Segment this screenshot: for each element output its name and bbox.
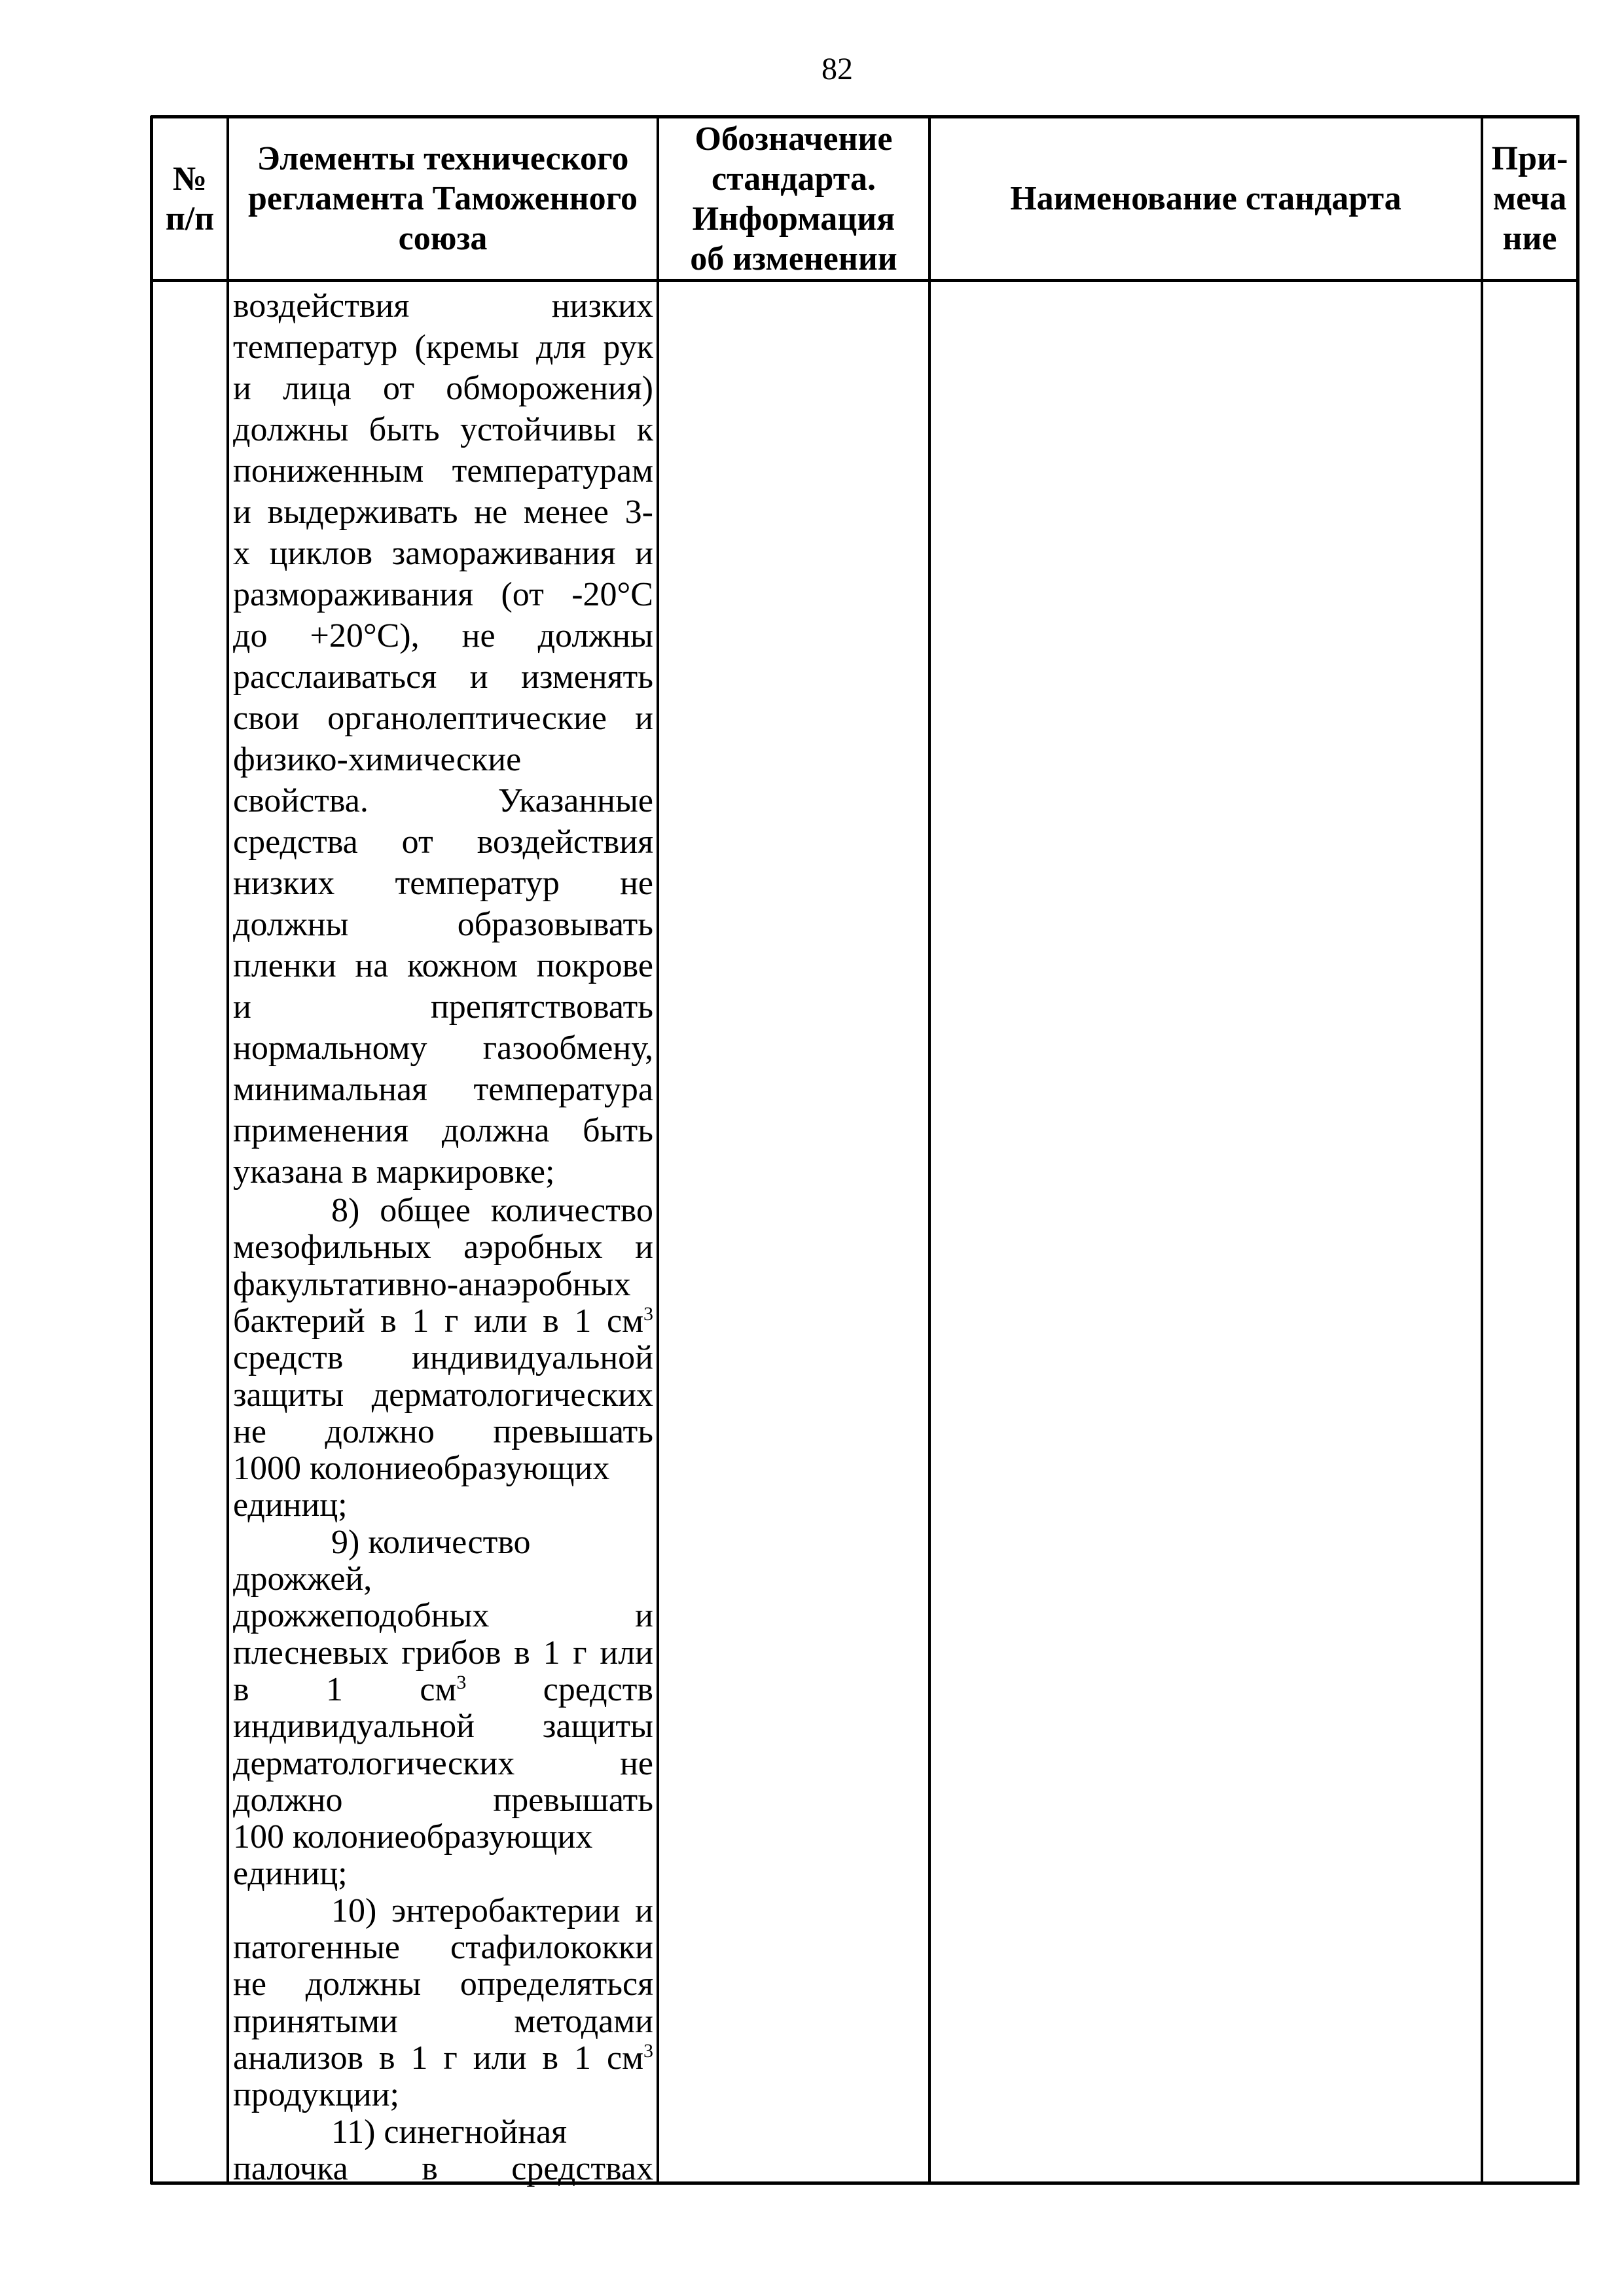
header-text: Обозначение bbox=[695, 120, 893, 158]
text-line bbox=[233, 1028, 653, 1069]
text-line bbox=[233, 1303, 653, 1340]
text-segment: 9) количество bbox=[331, 1523, 531, 1561]
text-segment: не должны определяться bbox=[233, 1965, 653, 2003]
text-segment: и выдерживать не менее 3- bbox=[233, 493, 653, 531]
header-text: п/п bbox=[165, 200, 215, 238]
text-line bbox=[233, 1229, 653, 1266]
text-line bbox=[233, 285, 653, 327]
text-line bbox=[233, 739, 653, 780]
text-line bbox=[233, 1340, 653, 1376]
text-segment: минимальная температура bbox=[233, 1071, 653, 1108]
text-line bbox=[233, 1893, 653, 1929]
text-line bbox=[233, 533, 653, 574]
text-line bbox=[233, 1450, 653, 1487]
text-segment: в 1 см bbox=[233, 1670, 457, 1708]
text-segment: физико-химические bbox=[233, 741, 522, 778]
text-segment: должно превышать bbox=[233, 1781, 653, 1819]
text-segment: 100 колониеобразующих bbox=[233, 1818, 593, 1856]
text-segment: температур (кремы для рук bbox=[233, 329, 653, 366]
text-line bbox=[233, 1561, 653, 1598]
text-segment: не должно превышать bbox=[233, 1412, 653, 1450]
text-line bbox=[233, 2114, 653, 2151]
text-segment: указана в маркировке; bbox=[233, 1153, 555, 1191]
text-line bbox=[233, 1819, 653, 1856]
column-divider bbox=[928, 116, 931, 2184]
table-left-border bbox=[150, 116, 153, 2184]
text-segment: 1000 колониеобразующих bbox=[233, 1450, 610, 1488]
text-segment: индивидуальной защиты bbox=[233, 1708, 653, 1746]
text-segment: 10) энтеробактерии и bbox=[331, 1892, 653, 1929]
text-line bbox=[233, 1966, 653, 2003]
header-number bbox=[153, 118, 226, 279]
text-segment: должны образовывать bbox=[233, 906, 653, 943]
header-text: об изменении bbox=[690, 240, 897, 278]
text-line bbox=[233, 615, 653, 656]
text-line bbox=[233, 1377, 653, 1414]
text-segment: и лица от обморожения) bbox=[233, 370, 653, 407]
text-line bbox=[233, 1414, 653, 1450]
text-line bbox=[233, 2040, 653, 2077]
text-line bbox=[233, 986, 653, 1028]
text-segment: средств индивидуальной bbox=[233, 1339, 653, 1377]
text-segment: свойства. Указанные bbox=[233, 782, 653, 819]
column-divider bbox=[657, 116, 659, 2184]
header-bottom-border bbox=[151, 279, 1579, 282]
header-text: стандарта. bbox=[712, 160, 876, 198]
text-line bbox=[233, 863, 653, 904]
text-segment: анализов в 1 г или в 1 см bbox=[233, 2039, 643, 2077]
text-line bbox=[233, 945, 653, 986]
header-text: При- bbox=[1491, 140, 1568, 177]
text-line bbox=[233, 1856, 653, 1892]
text-line bbox=[233, 698, 653, 739]
text-line bbox=[233, 1782, 653, 1819]
header-text: Наименование стандарта bbox=[1010, 180, 1401, 217]
text-segment: дрожжей, bbox=[233, 1560, 372, 1598]
header-text: меча bbox=[1492, 180, 1567, 217]
text-segment: расслаиваться и изменять bbox=[233, 658, 653, 696]
text-line bbox=[233, 821, 653, 863]
header-text: регламента Таможенного bbox=[248, 180, 638, 217]
header-designation bbox=[659, 118, 928, 279]
text-segment: факультативно-анаэробных bbox=[233, 1265, 631, 1303]
text-segment: низких температур не bbox=[233, 865, 653, 902]
text-segment: воздействия низких bbox=[233, 287, 653, 325]
text-segment: единиц; bbox=[233, 1486, 348, 1524]
text-segment: свои органолептические и bbox=[233, 700, 653, 737]
text-line bbox=[233, 1151, 653, 1193]
text-line bbox=[233, 1524, 653, 1561]
text-line bbox=[233, 1746, 653, 1782]
text-line bbox=[233, 780, 653, 821]
text-line bbox=[233, 1193, 653, 1229]
text-segment: пониженным температурам bbox=[233, 452, 653, 490]
text-line bbox=[233, 1069, 653, 1110]
text-segment: защиты дерматологических bbox=[233, 1376, 653, 1414]
text-line bbox=[233, 1708, 653, 1745]
text-line bbox=[233, 656, 653, 698]
page-number: 82 bbox=[821, 52, 853, 86]
text-line bbox=[233, 450, 653, 492]
text-segment: размораживания (от -20°С bbox=[233, 576, 653, 613]
header-text: Информация bbox=[692, 200, 895, 238]
text-line bbox=[233, 574, 653, 615]
text-line bbox=[233, 1635, 653, 1672]
text-segment: и препятствовать bbox=[233, 988, 653, 1026]
text-line bbox=[233, 1598, 653, 1634]
text-line bbox=[233, 904, 653, 945]
header-text: № bbox=[172, 160, 208, 198]
header-elements bbox=[229, 118, 657, 279]
text-line bbox=[233, 1110, 653, 1151]
text-segment: дерматологических не bbox=[233, 1744, 653, 1782]
superscript: 3 bbox=[643, 2039, 653, 2062]
text-segment: мезофильных аэробных и bbox=[233, 1229, 653, 1266]
table-right-border bbox=[1576, 116, 1579, 2184]
text-segment: должны быть устойчивы к bbox=[233, 411, 653, 448]
header-text: союза bbox=[398, 220, 488, 257]
text-segment: средства от воздействия bbox=[233, 823, 653, 861]
text-segment: до +20°С), не должны bbox=[233, 617, 653, 655]
text-segment: средств bbox=[466, 1670, 653, 1708]
text-segment: пленки на кожном покрове bbox=[233, 947, 653, 984]
text-line bbox=[233, 327, 653, 368]
text-segment: единиц; bbox=[233, 1855, 348, 1893]
header-note bbox=[1483, 118, 1576, 279]
column-divider bbox=[1481, 116, 1483, 2184]
text-line bbox=[233, 1929, 653, 1966]
text-line bbox=[233, 409, 653, 450]
text-segment: х циклов замораживания и bbox=[233, 535, 653, 572]
header-text: Элементы технического bbox=[257, 140, 629, 177]
text-segment: 11) синегнойная bbox=[331, 2113, 568, 2151]
text-segment: нормальному газообмену, bbox=[233, 1030, 653, 1067]
text-line bbox=[233, 1266, 653, 1303]
text-line bbox=[233, 2003, 653, 2040]
text-segment: патогенные стафилококки bbox=[233, 1929, 653, 1966]
superscript: 3 bbox=[456, 1671, 467, 1693]
superscript: 3 bbox=[643, 1302, 653, 1325]
text-segment: плесневых грибов в 1 г или bbox=[233, 1634, 653, 1672]
column-divider bbox=[226, 116, 229, 2184]
text-segment: бактерий в 1 г или в 1 см bbox=[233, 1302, 643, 1340]
text-segment: 8) общее количество bbox=[331, 1192, 653, 1229]
text-segment: палочка в средствах bbox=[233, 2149, 653, 2187]
text-line bbox=[233, 2151, 653, 2187]
text-segment: продукции; bbox=[233, 2076, 399, 2114]
text-line bbox=[233, 1487, 653, 1524]
text-line bbox=[233, 2077, 653, 2113]
text-line bbox=[233, 368, 653, 409]
text-line bbox=[233, 492, 653, 533]
text-line bbox=[233, 1672, 653, 1708]
header-standard-name bbox=[931, 118, 1481, 279]
text-segment: дрожжеподобных и bbox=[233, 1597, 653, 1635]
header-text: ние bbox=[1502, 220, 1557, 257]
text-segment: принятыми методами bbox=[233, 2002, 653, 2040]
text-segment: применения должна быть bbox=[233, 1112, 653, 1149]
